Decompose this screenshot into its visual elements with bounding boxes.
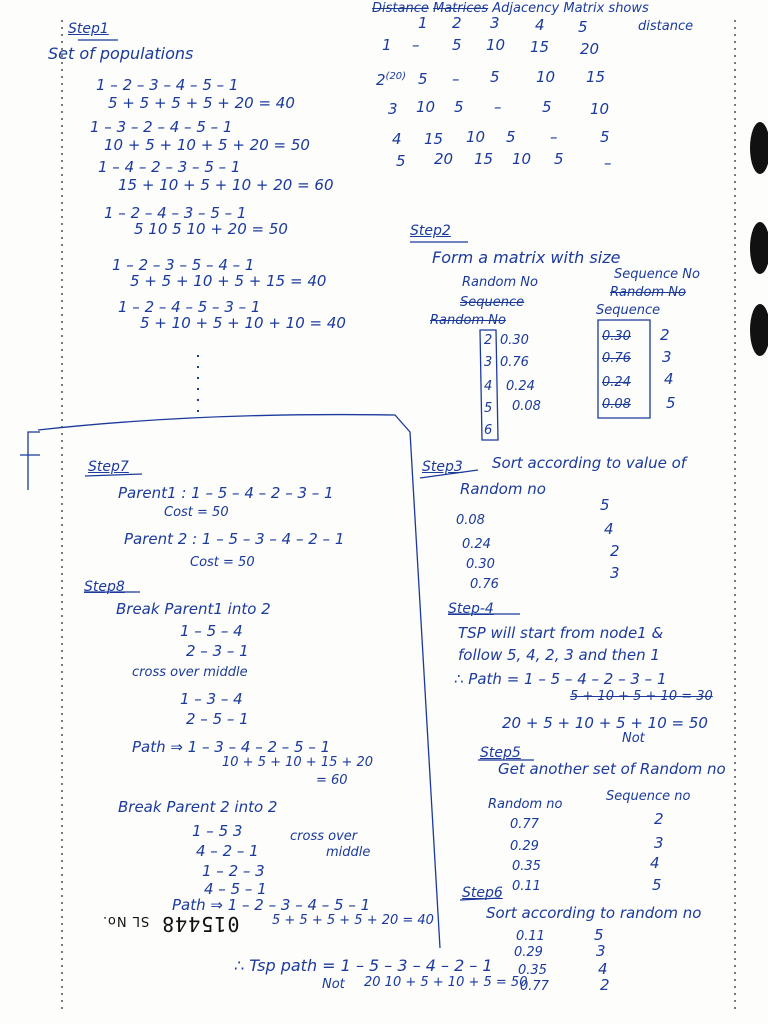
matrix-cell: 5: [418, 70, 428, 88]
matrix-title-distance: distance: [638, 19, 694, 34]
step6-seq: 4: [598, 960, 608, 978]
step5-random: 0.29: [510, 839, 539, 854]
step2-col1-heading: Random No: [462, 275, 538, 290]
break-part: 4 – 2 – 1: [196, 842, 259, 860]
step2-seq-left: 3: [484, 355, 493, 370]
step2-col1-strike: Sequence: [460, 295, 525, 310]
serial-number-stamp: [102, 912, 239, 936]
step2-seq-left: 2: [484, 333, 493, 348]
matrix-header-cell: 4: [535, 16, 545, 34]
step2-col2-heading: Sequence No: [614, 267, 700, 282]
path1-total: = 60: [316, 773, 348, 788]
step3-description: Sort according to value of: [492, 454, 687, 472]
step2-seq-right: 5: [666, 394, 676, 412]
matrix-row-label: 1: [382, 36, 392, 54]
step2-description: Form a matrix with size: [432, 248, 621, 267]
matrix-cell: 5: [452, 36, 462, 54]
step5-description: Get another set of Random no: [498, 760, 726, 778]
parent1-cost: Cost = 50: [164, 505, 229, 520]
population-path: 1 – 2 – 4 – 5 – 3 – 1: [118, 298, 261, 316]
step3-heading: Step3: [422, 459, 463, 475]
matrix-cell: 5: [506, 128, 516, 146]
matrix-cell: 15: [530, 38, 550, 56]
matrix-cell: 10: [416, 98, 436, 116]
matrix-cell: 5: [542, 98, 552, 116]
step2-seq-left: 4: [484, 379, 493, 394]
step5-random: 0.11: [512, 879, 541, 894]
step6-random: 0.11: [516, 929, 545, 944]
step5-heading: Step5: [480, 745, 521, 761]
step3-random: 0.30: [466, 557, 495, 572]
break-part: 1 – 5 3: [192, 822, 243, 840]
matrix-cell: –: [550, 128, 558, 146]
step3-random: 0.76: [470, 577, 499, 592]
matrix-row-sup: (20): [385, 71, 407, 82]
matrix-title-strike: Matrices: [432, 1, 489, 16]
step2-random-value: 0.30: [500, 333, 529, 348]
matrix-cell: 15: [424, 130, 444, 148]
step6-random: 0.35: [518, 963, 547, 978]
matrix-cell: 5: [454, 98, 464, 116]
population-cost: 15 + 10 + 5 + 10 + 20 = 60: [118, 176, 334, 194]
step7-heading: Step7: [88, 459, 129, 475]
matrix-cell: 15: [474, 150, 494, 168]
population-path: 1 – 2 – 3 – 4 – 5 – 1: [96, 76, 239, 94]
parent1-path: Parent1 : 1 – 5 – 4 – 2 – 3 – 1: [118, 484, 334, 502]
step4-not: Not: [622, 731, 645, 746]
serial-label: SL No.: [102, 913, 150, 928]
step5-random: 0.77: [510, 817, 539, 832]
matrix-header-cell: 3: [490, 14, 500, 32]
matrix-row-label: 3: [388, 100, 398, 118]
step1-heading: Step1: [68, 21, 109, 37]
step2-heading: Step2: [410, 223, 451, 239]
population-cost: 5 10 5 10 + 20 = 50: [134, 220, 288, 238]
crossover-note: middle: [326, 845, 371, 860]
step3-seq: 2: [610, 542, 620, 560]
step2-col2-strike: Random No: [610, 285, 686, 300]
step2-seq-right: 2: [660, 326, 670, 344]
population-path: 1 – 2 – 4 – 3 – 5 – 1: [104, 204, 247, 222]
matrix-cell: –: [494, 98, 502, 116]
matrix-cell: 5: [600, 128, 610, 146]
step5-random: 0.35: [512, 859, 541, 874]
matrix-title: Adjacency Matrix shows: [492, 1, 649, 16]
step2-col2-sub: Sequence: [596, 303, 661, 318]
step5-seq: 4: [650, 854, 660, 872]
step3-seq: 5: [600, 496, 610, 514]
crossover-note: cross over: [290, 829, 358, 844]
step6-heading: Step6: [462, 885, 503, 901]
step4-cost: 20 + 5 + 10 + 5 + 10 = 50: [502, 714, 708, 732]
step4-heading: Step-4: [448, 601, 494, 617]
path1-cost: 10 + 5 + 10 + 15 + 20: [222, 755, 374, 770]
break-parent2: Break Parent 2 into 2: [118, 798, 278, 816]
break-parent1: Break Parent1 into 2: [116, 600, 271, 618]
step2-seq-right: 3: [662, 348, 672, 366]
crossover-part: 2 – 5 – 1: [186, 710, 249, 728]
population-path: 1 – 3 – 2 – 4 – 5 – 1: [90, 118, 233, 136]
step3-random: 0.08: [456, 513, 485, 528]
step3-seq: 4: [604, 520, 614, 538]
matrix-cell: 10: [486, 36, 506, 54]
set-of-populations-heading: Set of populations: [48, 44, 194, 63]
step4-description: follow 5, 4, 2, 3 and then 1: [458, 646, 660, 664]
matrix-cell: 10: [466, 128, 486, 146]
break-part: 1 – 5 – 4: [180, 622, 243, 640]
population-cost: 5 + 10 + 5 + 10 + 10 = 40: [140, 314, 346, 332]
crossover-part: 1 – 3 – 4: [180, 690, 243, 708]
step4-description: TSP will start from node1 &: [458, 624, 664, 642]
step2-random-value: 0.08: [512, 399, 541, 414]
step2-col1-strike: Random No: [430, 313, 506, 328]
crossover-part: 4 – 5 – 1: [204, 880, 267, 898]
step4-strike: 5 + 10 + 5 + 10 = 30: [570, 689, 713, 704]
step3-description: Random no: [460, 480, 546, 498]
matrix-cell: –: [452, 70, 460, 88]
population-cost: 5 + 5 + 5 + 5 + 20 = 40: [108, 94, 295, 112]
step6-description: Sort according to random no: [486, 904, 702, 922]
step2-box-value: 0.76: [602, 351, 631, 366]
step5-seq: 2: [654, 810, 664, 828]
step6-seq: 5: [594, 926, 604, 944]
step5-seq: 5: [652, 876, 662, 894]
crossover-note: cross over middle: [132, 665, 248, 680]
crossover-part: 1 – 2 – 3: [202, 862, 265, 880]
matrix-cell: 20: [434, 150, 454, 168]
tsp-not: Not: [322, 977, 345, 992]
step2-box-value: 0.24: [602, 375, 631, 390]
parent2-path: Parent 2 : 1 – 5 – 3 – 4 – 2 – 1: [124, 530, 345, 548]
matrix-cell: 10: [512, 150, 532, 168]
step4-path: ∴ Path = 1 – 5 – 4 – 2 – 3 – 1: [454, 670, 667, 688]
parent2-cost: Cost = 50: [190, 555, 255, 570]
matrix-row-label: 4: [392, 130, 402, 148]
matrix-header-cell: 1: [418, 14, 428, 32]
step5-col1-heading: Random no: [488, 797, 563, 812]
tsp-cost: 20 10 + 5 + 10 + 5 = 50: [364, 975, 528, 990]
matrix-cell: –: [604, 154, 612, 172]
step2-box-value: 0.30: [602, 329, 631, 344]
step3-random: 0.24: [462, 537, 491, 552]
path2-cost: 5 + 5 + 5 + 5 + 20 = 40: [272, 913, 434, 928]
step5-col2-heading: Sequence no: [606, 789, 691, 804]
step2-seq-right: 4: [664, 370, 674, 388]
step3-seq: 3: [610, 564, 620, 582]
population-cost: 10 + 5 + 10 + 5 + 20 = 50: [104, 136, 310, 154]
matrix-title-strike: Distance: [372, 1, 429, 16]
step6-seq: 3: [596, 942, 606, 960]
population-path: 1 – 2 – 3 – 5 – 4 – 1: [112, 256, 255, 274]
matrix-row-label: 2$^{(20)}$: [376, 71, 407, 89]
matrix-row-label: 5: [396, 152, 406, 170]
matrix-cell: 5: [554, 150, 564, 168]
path2: Path ⇒ 1 – 2 – 3 – 4 – 5 – 1: [172, 896, 371, 914]
population-cost: 5 + 5 + 10 + 5 + 15 = 40: [130, 272, 327, 290]
step2-box-value: 0.08: [602, 397, 631, 412]
matrix-cell: 15: [586, 68, 606, 86]
step6-random: 0.29: [514, 945, 543, 960]
step2-seq-left: 5: [484, 401, 493, 416]
serial-number: 015448: [161, 912, 240, 936]
step6-random: 0.77: [520, 979, 549, 994]
matrix-cell: 20: [580, 40, 600, 58]
step2-random-value: 0.24: [506, 379, 535, 394]
step8-heading: Step8: [84, 579, 125, 595]
matrix-cell: –: [412, 36, 420, 54]
step6-seq: 2: [600, 976, 610, 994]
matrix-header-cell: 5: [578, 18, 588, 36]
break-part: 2 – 3 – 1: [186, 642, 249, 660]
tsp-path: ∴ Tsp path = 1 – 5 – 3 – 4 – 2 – 1: [234, 956, 493, 975]
step5-seq: 3: [654, 834, 664, 852]
matrix-cell: 10: [590, 100, 610, 118]
step2-seq-left: 6: [484, 423, 493, 438]
path1: Path ⇒ 1 – 3 – 4 – 2 – 5 – 1: [132, 738, 331, 756]
matrix-cell: 10: [536, 68, 556, 86]
matrix-cell: 5: [490, 68, 500, 86]
step2-random-value: 0.76: [500, 355, 529, 370]
population-path: 1 – 4 – 2 – 3 – 5 – 1: [98, 158, 241, 176]
matrix-header-cell: 2: [452, 14, 462, 32]
